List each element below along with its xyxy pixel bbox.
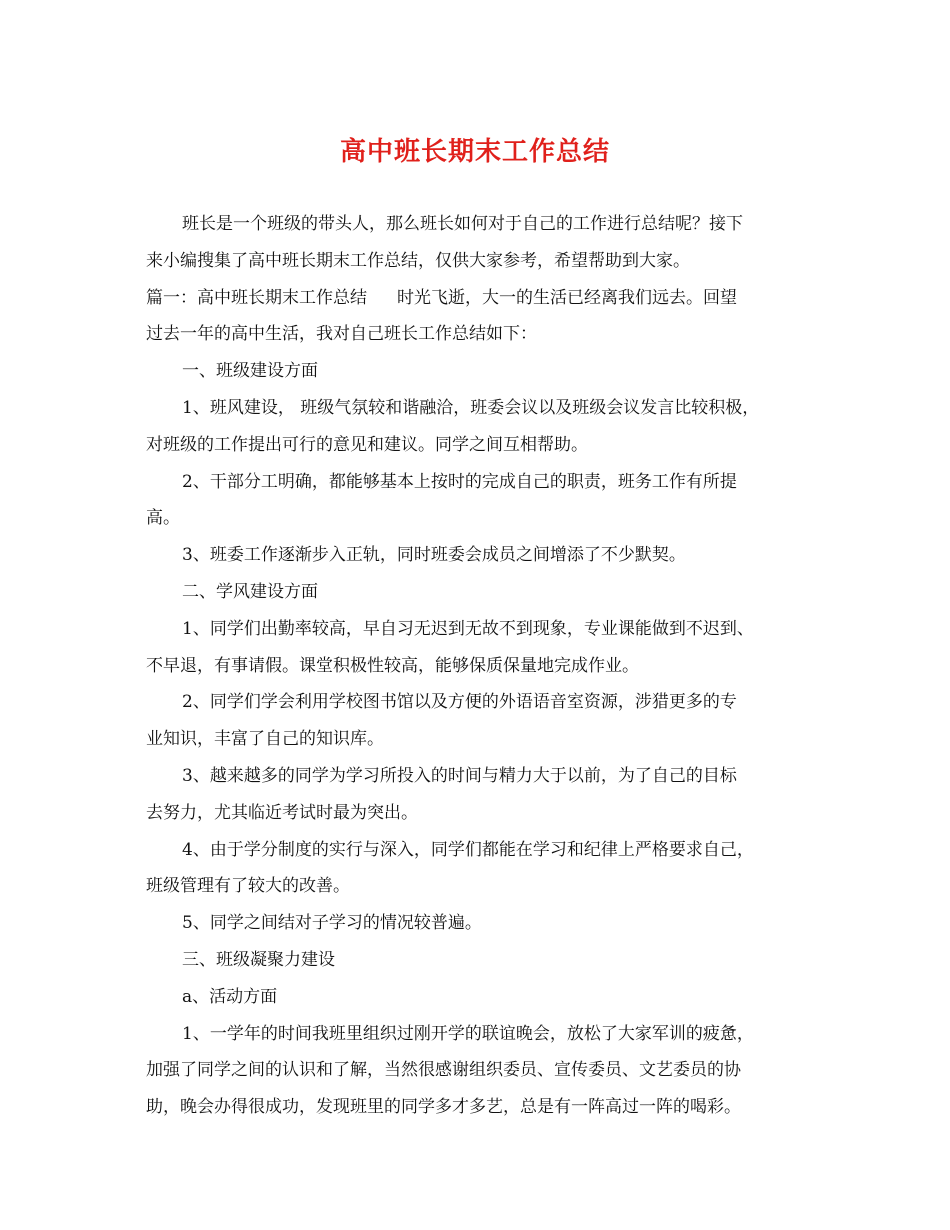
paragraph-line: 2、干部分工明确，都能够基本上按时的完成自己的职责，班务工作有所提: [182, 471, 737, 492]
paragraph-line: 4、由于学分制度的实行与深入，同学们都能在学习和纪律上严格要求自己，: [182, 839, 754, 860]
document-body: [146, 206, 810, 1126]
paragraph-line: 高。: [146, 508, 180, 529]
paragraph-line: 1、班风建设， 班级气氛较和谐融洽，班委会议以及班级会议发言比较积极，: [182, 397, 760, 418]
section-heading: 二、学风建设方面: [182, 581, 318, 602]
section-heading: 三、班级凝聚力建设: [182, 949, 335, 970]
paragraph-line: 业知识，丰富了自己的知识库。: [146, 729, 384, 750]
paragraph-line: 助，晚会办得很成功，发现班里的同学多才多艺，总是有一阵高过一阵的喝彩。: [146, 1097, 741, 1118]
paragraph-line: 对班级的工作提出可行的意见和建议。同学之间互相帮助。: [146, 434, 588, 455]
document-title: 高中班长期末工作总结: [339, 137, 610, 167]
intro-line: 班长是一个班级的带头人，那么班长如何对于自己的工作进行总结呢？接下: [182, 214, 743, 234]
paragraph-line: 1、一学年的时间我班里组织过刚开学的联谊晚会，放松了大家军训的疲惫，: [182, 1023, 754, 1044]
article-heading: 篇一：高中班长期末工作总结: [146, 287, 367, 308]
paragraph-line: 2、同学们学会利用学校图书馆以及方便的外语语音室资源，涉猎更多的专: [182, 692, 737, 713]
paragraph-line: 3、越来越多的同学为学习所投入的时间与精力大于以前，为了自己的目标: [182, 765, 737, 786]
paragraph-line: 5、同学之间结对子学习的情况较普遍。: [182, 913, 482, 934]
paragraph-line: 班级管理有了较大的改善。: [146, 876, 350, 897]
paragraph-line: 过去一年的高中生活，我对自己班长工作总结如下：: [146, 324, 537, 345]
paragraph-line: 3、班委工作逐渐步入正轨，同时班委会成员之间增添了不少默契。: [182, 545, 686, 566]
subsection-heading: a、活动方面: [182, 986, 278, 1007]
paragraph-line: 加强了同学之间的认识和了解，当然很感谢组织委员、宣传委员、文艺委员的协: [146, 1060, 741, 1081]
paragraph-line: 不早退，有事请假。课堂积极性较高，能够保质保量地完成作业。: [146, 655, 639, 676]
intro-line: 来小编搜集了高中班长期末工作总结，仅供大家参考，希望帮助到大家。: [146, 250, 690, 271]
paragraph-line: 1、同学们出勤率较高，早自习无迟到无故不到现象，专业课能做到不迟到、: [182, 618, 754, 639]
section-heading: 一、班级建设方面: [182, 361, 318, 382]
paragraph-text: 时光飞逝，大一的生活已经离我们远去。回望: [397, 287, 737, 308]
paragraph-line: 去努力，尤其临近考试时最为突出。: [146, 802, 418, 823]
section-heading-line: [146, 280, 810, 317]
